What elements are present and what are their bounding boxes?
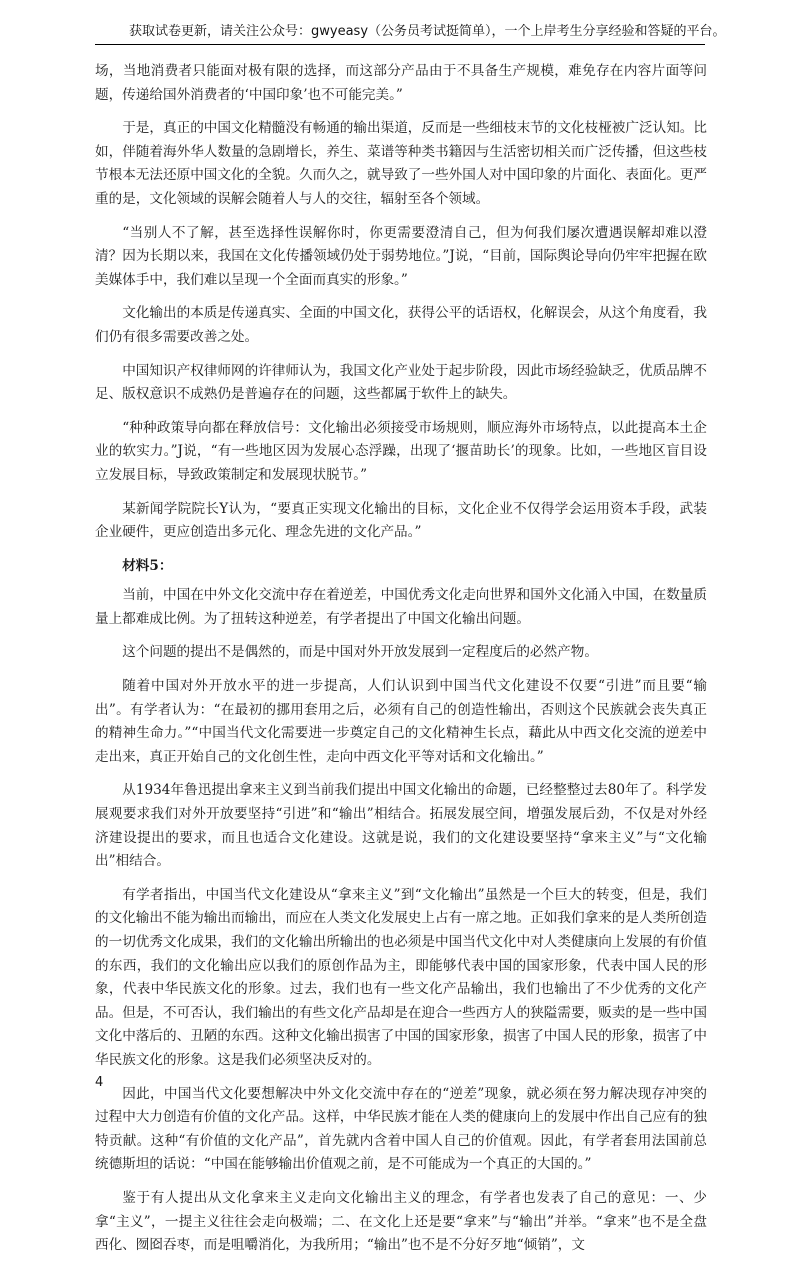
document-body: [95, 60, 707, 1268]
paragraph: “当别人不了解，甚至选择性误解你时，你更需要澄清自己，但为何我们屡次遭遇误解却难以澄清？因为长期以来，我国在文化传播领域仍处于弱势地位。”J说，“目前，国际舆论导向仍牢牢把握在欧美媒体手中，我们难以呈现一个全面而真实的形象。”: [95, 224, 707, 288]
page-number: 4: [95, 1075, 104, 1090]
paragraph: 某新闻学院院长Y认为，“要真正实现文化输出的目标，文化企业不仅得学会运用资本手段，武装企业硬件，更应创造出多元化、理念先进的文化产品。”: [95, 500, 707, 541]
paragraph: 有学者指出，中国当代文化建设从“拿来主义”到“文化输出”虽然是一个巨大的转变，但是，我们的文化输出不能为输出而输出，而应在人类文化发展史上占有一席之地。正如我们拿来的是人类所创造的一切优秀文化成果，我们的文化输出所输出的也必须是中国当代文化中对人类健康向上发展的有价值的东西，我们的文化输出应以我们的原创作品为主，即能够代表中国的国家形象，代表中国人民的形象，代表中华民族文化的形象。过去，我们也有一些文化产品输出，我们也输出了不少优秀的文化产品。但是，不可否认，我们输出的有些文化产品却是在迎合一些西方人的狭隘需要，贩卖的是一些中国文化中落后的、丑陋的东西。这种文化输出损害了中国的国家形象，损害了中国人民的形象，损害了中华民族文化的形象。这是我们必须坚决反对的。: [95, 886, 707, 1068]
paragraph: 中国知识产权律师网的许律师认为，我国文化产业处于起步阶段，因此市场经验缺乏，优质品牌不足、版权意识不成熟仍是普遍存在的问题，这些都属于软件上的缺失。: [95, 362, 707, 403]
paragraph: 从1934年鲁迅提出拿来主义到当前我们提出中国文化输出的命题，已经整整过去80年了。科学发展观要求我们对外开放要坚持“引进”和“输出”相结合。拓展发展空间，增强发展后劲，不仅是对外经济建设提出的要求，而且也适合文化建设。这就是说，我们的文化建设要坚持“拿来主义”与“文化输出”相结合。: [95, 782, 707, 870]
paragraph: “种种政策导向都在释放信号：文化输出必须接受市场规则，顺应海外市场特点，以此提高本土企业的软实力。”J说，“有一些地区因为发展心态浮躁，出现了‘揠苗助长’的现象。比如，一些地区盲目设立发展目标，导致政策制定和发展现状脱节。”: [95, 419, 707, 483]
paragraph: 这个问题的提出不是偶然的，而是中国对外开放发展到一定程度后的必然产物。: [122, 644, 598, 661]
paragraph: 于是，真正的中国文化精髓没有畅通的输出渠道，反而是一些细枝末节的文化枝桠被广泛认知。比如，伴随着海外华人数量的急剧增长，养生、菜谱等种类书籍因与生活密切相关而广泛传播，但这些枝节根本无法还原中国文化的全貌。久而久之，就导致了一些外国人对中国印象的片面化、表面化。更严重的是，文化领域的误解会随着人与人的交往，辐射至各个领域。: [95, 120, 707, 207]
paragraph: 场，当地消费者只能面对极有限的选择，而这部分产品由于不具备生产规模，难免存在内容片面等问题，传递给国外消费者的‘中国印象’也不可能完美。”: [95, 63, 707, 103]
paragraph: 鉴于有人提出从文化拿来主义走向文化输出主义的理念，有学者也发表了自己的意见：一、少拿“主义”，一提主义往往会走向极端；二、在文化上还是要“拿来”与“输出”并举。“拿来”也不是全盘西化、囫囵吞枣，而是咀嚼消化，为我所用；“输出”也不是不分好歹地“倾销”，文: [95, 1189, 707, 1254]
paragraph: 随着中国对外开放水平的进一步提高，人们认识到中国当代文化建设不仅要“引进”而且要“输出”。有学者认为：“在最初的挪用套用之后，必须有自己的创造性输出，否则这个民族就会丧失真正的精神生命力。”“中国当代文化需要进一步奠定自己的文化精神生长点，藉此从中西文化交流的逆差中走出来，真正开始自己的文化创生性，走向中西文化平等对话和文化输出。”: [95, 678, 707, 765]
header-notice: 获取试卷更新，请关注公众号：gwyeasy（公务员考试挺简单），一个上岸考生分享经验和答疑的平台。: [129, 24, 726, 39]
paragraph: 当前，中国在中外文化交流中存在着逆差，中国优秀文化走向世界和国外文化涌入中国，在数量质量上都难成比例。为了扭转这种逆差，有学者提出了中国文化输出问题。: [95, 587, 707, 627]
paragraph: 文化输出的本质是传递真实、全面的中国文化，获得公平的话语权，化解误会，从这个角度看，我们仍有很多需要改善之处。: [95, 305, 707, 345]
section-heading: 材料5：: [122, 557, 173, 574]
page-header: [95, 18, 726, 45]
paragraph: 因此，中国当代文化要想解决中外文化交流中存在的“逆差”现象，就必须在努力解决现存冲突的过程中大力创造有价值的文化产品。这样，中华民族才能在人类的健康向上的发展中作出自己应有的独特贡献。这种“有价值的文化产品”，首先就内含着中国人自己的价值观。因此，有学者套用法国前总统德斯坦的话说：“中国在能够输出价值观之前，是不可能成为一个真正的大国的。”: [95, 1085, 707, 1173]
